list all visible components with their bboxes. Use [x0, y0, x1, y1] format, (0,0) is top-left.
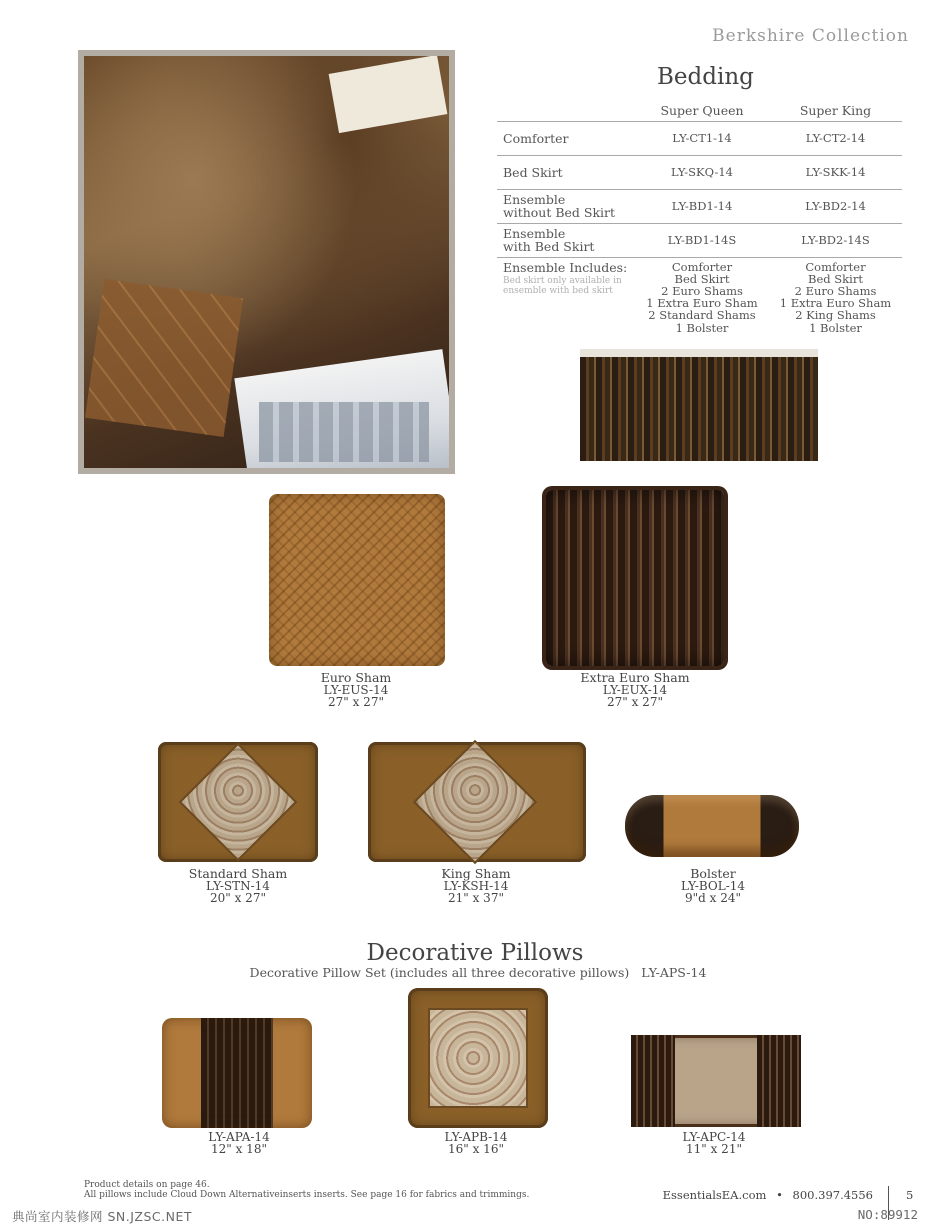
sku-super-queen: LY-BD1-14S: [635, 223, 769, 257]
table-row-ensemble-without-skirt: [497, 189, 902, 223]
footer-notes: [84, 1180, 529, 1200]
product-sku: LY-BOL-14: [680, 879, 746, 893]
product-sku: LY-EUX-14: [602, 683, 668, 697]
striped-panel-right: [757, 1035, 801, 1127]
sku-super-king: LY-BD2-14: [769, 189, 902, 223]
column-header-item: [497, 101, 635, 121]
decorative-set-description: Decorative Pillow Set (includes all three decorative pillows): [249, 965, 630, 980]
column-header-super-queen: Super Queen: [635, 101, 769, 121]
list-item: 2 Euro Shams: [794, 283, 877, 298]
hero-fabric-photo: [84, 56, 449, 468]
watermark-site: 典尚室内装修网 SN.JZSC.NET: [12, 1209, 193, 1224]
table-row-ensemble-includes: [497, 257, 902, 334]
product-name: Bolster: [690, 866, 736, 881]
product-size: 27" x 27": [328, 695, 384, 709]
decorative-pillow-c-caption: [614, 1131, 814, 1155]
standard-sham-caption: [138, 868, 338, 904]
euro-sham-quilting: [269, 494, 445, 666]
row-label: [497, 223, 635, 257]
bolster-caption: [613, 868, 813, 904]
product-size: 27" x 27": [607, 695, 663, 709]
includes-super-queen: [635, 257, 769, 334]
hero-photo-frame: [78, 50, 455, 474]
product-size: 12" x 18": [211, 1142, 267, 1156]
product-size: 11" x 21": [686, 1142, 742, 1156]
product-sku: LY-APA-14: [208, 1130, 270, 1144]
table-row-ensemble-with-skirt: [497, 223, 902, 257]
decorative-pillow-c-image: [631, 1035, 801, 1127]
footer-contact: [663, 1188, 873, 1202]
euro-sham-caption: [256, 672, 456, 708]
list-item: 1 Extra Euro Sham: [779, 296, 892, 311]
page-number: 5: [906, 1188, 914, 1202]
bullet-separator: •: [776, 1188, 783, 1202]
product-size: 9"d x 24": [684, 891, 742, 905]
list-item: 1 Bolster: [675, 320, 729, 335]
row-label: Comforter: [497, 121, 635, 155]
bedding-heading: Bedding: [657, 64, 754, 90]
includes-note-line2: ensemble with bed skirt: [503, 285, 613, 296]
king-sham-caption: [376, 868, 576, 904]
list-item: Bed Skirt: [674, 271, 730, 286]
includes-label: Ensemble Includes:: [503, 259, 628, 275]
list-item: 1 Bolster: [809, 320, 862, 335]
sku-super-queen: LY-CT1-14: [635, 121, 769, 155]
product-name: Standard Sham: [188, 866, 288, 881]
decorative-pillow-a-caption: [139, 1131, 339, 1155]
striped-panel-left: [631, 1035, 675, 1127]
decorative-set-sku: LY-APS-14: [641, 965, 707, 980]
paisley-panel: [179, 743, 298, 862]
paisley-panel: [428, 1008, 528, 1108]
bolster-image: [625, 795, 799, 857]
standard-sham-image: [158, 742, 318, 862]
list-item: 2 Euro Shams: [661, 283, 743, 298]
row-label: [497, 189, 635, 223]
row-label-line1: Ensemble: [503, 192, 566, 207]
list-item: 2 Standard Shams: [648, 308, 756, 323]
row-label-line1: Ensemble: [503, 226, 566, 241]
row-label-line2: with Bed Skirt: [503, 239, 595, 254]
king-sham-image: [368, 742, 586, 862]
list-item: 1 Extra Euro Sham: [646, 296, 758, 311]
paisley-panel: [413, 740, 537, 864]
sku-super-queen: LY-BD1-14: [635, 189, 769, 223]
extra-euro-sham-caption: [535, 672, 735, 708]
list-item: 2 King Shams: [795, 308, 876, 323]
product-sku: LY-EUS-14: [323, 683, 389, 697]
includes-note-line1: Bed skirt only available in: [503, 275, 622, 286]
website-link[interactable]: EssentialsEA.com: [662, 1188, 767, 1202]
decorative-pillow-b-image: [408, 988, 548, 1128]
sku-super-king: LY-BD2-14S: [769, 223, 902, 257]
sku-super-king: LY-CT2-14: [769, 121, 902, 155]
product-name: Euro Sham: [320, 670, 392, 685]
product-name: Extra Euro Sham: [580, 670, 690, 685]
product-sku: LY-APC-14: [682, 1130, 746, 1144]
footer-note-details: Product details on page 46.: [84, 1180, 210, 1190]
row-label: Bed Skirt: [497, 155, 635, 189]
product-size: 16" x 16": [448, 1142, 504, 1156]
watermark-id: NO:89912: [857, 1207, 918, 1222]
list-item: Bed Skirt: [808, 271, 863, 286]
product-size: 20" x 27": [210, 891, 266, 905]
decorative-pillow-a-image: [162, 1018, 312, 1128]
list-item: Comforter: [671, 259, 733, 274]
extra-euro-sham-image: [546, 490, 724, 666]
bedding-table: [497, 101, 902, 334]
footer-note-inserts: All pillows include Cloud Down Alternativeinserts inserts. See page 16 for fabrics and trimmings.: [84, 1190, 530, 1200]
decorative-set-line: [0, 965, 950, 980]
column-header-super-king: Super King: [769, 101, 902, 121]
product-sku: LY-KSH-14: [443, 879, 509, 893]
includes-super-king: [769, 257, 902, 334]
row-label-line2: without Bed Skirt: [503, 205, 616, 220]
pleated-panel: [201, 1018, 273, 1128]
includes-label-cell: [497, 257, 635, 334]
list-item: Comforter: [805, 259, 866, 274]
collection-title: Berkshire Collection: [712, 26, 909, 46]
phone-number: 800.397.4556: [792, 1188, 873, 1202]
castle-print: [259, 402, 429, 462]
product-name: King Sham: [441, 866, 511, 881]
sku-super-king: LY-SKK-14: [769, 155, 902, 189]
product-sku: LY-APB-14: [444, 1130, 508, 1144]
sku-super-queen: LY-SKQ-14: [635, 155, 769, 189]
decorative-pillows-heading: Decorative Pillows: [366, 940, 584, 966]
table-row-comforter: [497, 121, 902, 155]
quilted-fabric-swatch: [85, 279, 243, 437]
bed-skirt-photo: [580, 349, 818, 461]
decorative-pillow-b-caption: [376, 1131, 576, 1155]
table-row-bed-skirt: [497, 155, 902, 189]
swatch-card: [329, 56, 448, 133]
table-header-row: [497, 101, 902, 121]
product-sku: LY-STN-14: [206, 879, 270, 893]
product-size: 21" x 37": [448, 891, 504, 905]
